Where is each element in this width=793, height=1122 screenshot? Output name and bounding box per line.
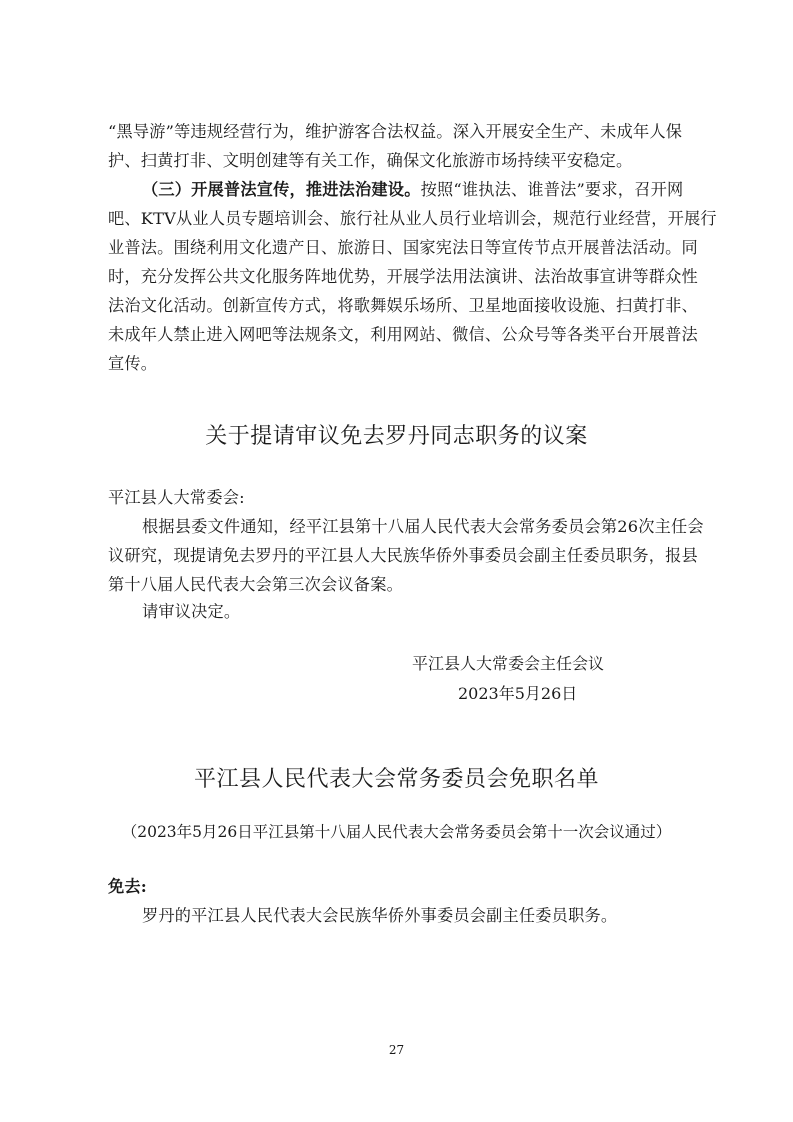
paragraph-line: 吧、KTV从业人员专题培训会、旅行社从业人员行业培训会，规范行业经营，开展行 [108, 209, 717, 228]
paragraph-line: 宣传。 [108, 354, 158, 373]
motion-salutation: 平江县人大常委会: [108, 488, 245, 507]
motion-title: 关于提请审议免去罗丹同志职务的议案 [205, 424, 588, 449]
section-3-heading: （三）开展普法宣传，推进法治建设。 [142, 180, 421, 199]
motion-body-line: 议研究，现提请免去罗丹的平江县人大民族华侨外事委员会副主任委员职务，报县 [108, 546, 698, 565]
section-3-text: 按照“谁执法、谁普法”要求，召开网 [420, 180, 684, 199]
paragraph-line: 业普法。围绕利用文化遗产日、旅游日、国家宪法日等宣传节点开展普法活动。同 [108, 238, 698, 257]
motion-signature: 平江县人大常委会主任会议 [412, 654, 605, 673]
removal-list-item: 罗丹的平江县人民代表大会民族华侨外事委员会副主任委员职务。 [142, 906, 618, 925]
removal-list-note: （2023年5月26日平江县第十八届人民代表大会常务委员会第十一次会议通过） [121, 823, 672, 841]
paragraph-line: 未成年人禁止进入网吧等法规条文，利用网站、微信、公众号等各类平台开展普法 [108, 325, 698, 344]
motion-date: 2023年5月26日 [458, 684, 578, 703]
paragraph-line: 护、扫黄打非、文明创建等有关工作，确保文化旅游市场持续平安稳定。 [108, 151, 633, 170]
motion-body-line: 根据县委文件通知，经平江县第十八届人民代表大会常务委员会第26次主任会 [142, 517, 704, 536]
paragraph-line: 时，充分发挥公共文化服务阵地优势，开展学法用法演讲、法治故事宣讲等群众性 [108, 267, 698, 286]
motion-body-line: 第十八届人民代表大会第三次会议备案。 [108, 575, 403, 594]
removal-list-label: 免去: [108, 877, 147, 896]
section-3-first-line [142, 180, 683, 200]
paragraph-line: 法治文化活动。创新宣传方式，将歌舞娱乐场所、卫星地面接收设施、扫黄打非、 [108, 296, 698, 315]
removal-list-title: 平江县人民代表大会常务委员会免职名单 [193, 767, 599, 792]
page-number: 27 [388, 1043, 405, 1057]
motion-request: 请审议决定。 [142, 602, 241, 621]
paragraph-line: “黑导游”等违规经营行为，维护游客合法权益。深入开展安全生产、未成年人保 [108, 122, 683, 141]
